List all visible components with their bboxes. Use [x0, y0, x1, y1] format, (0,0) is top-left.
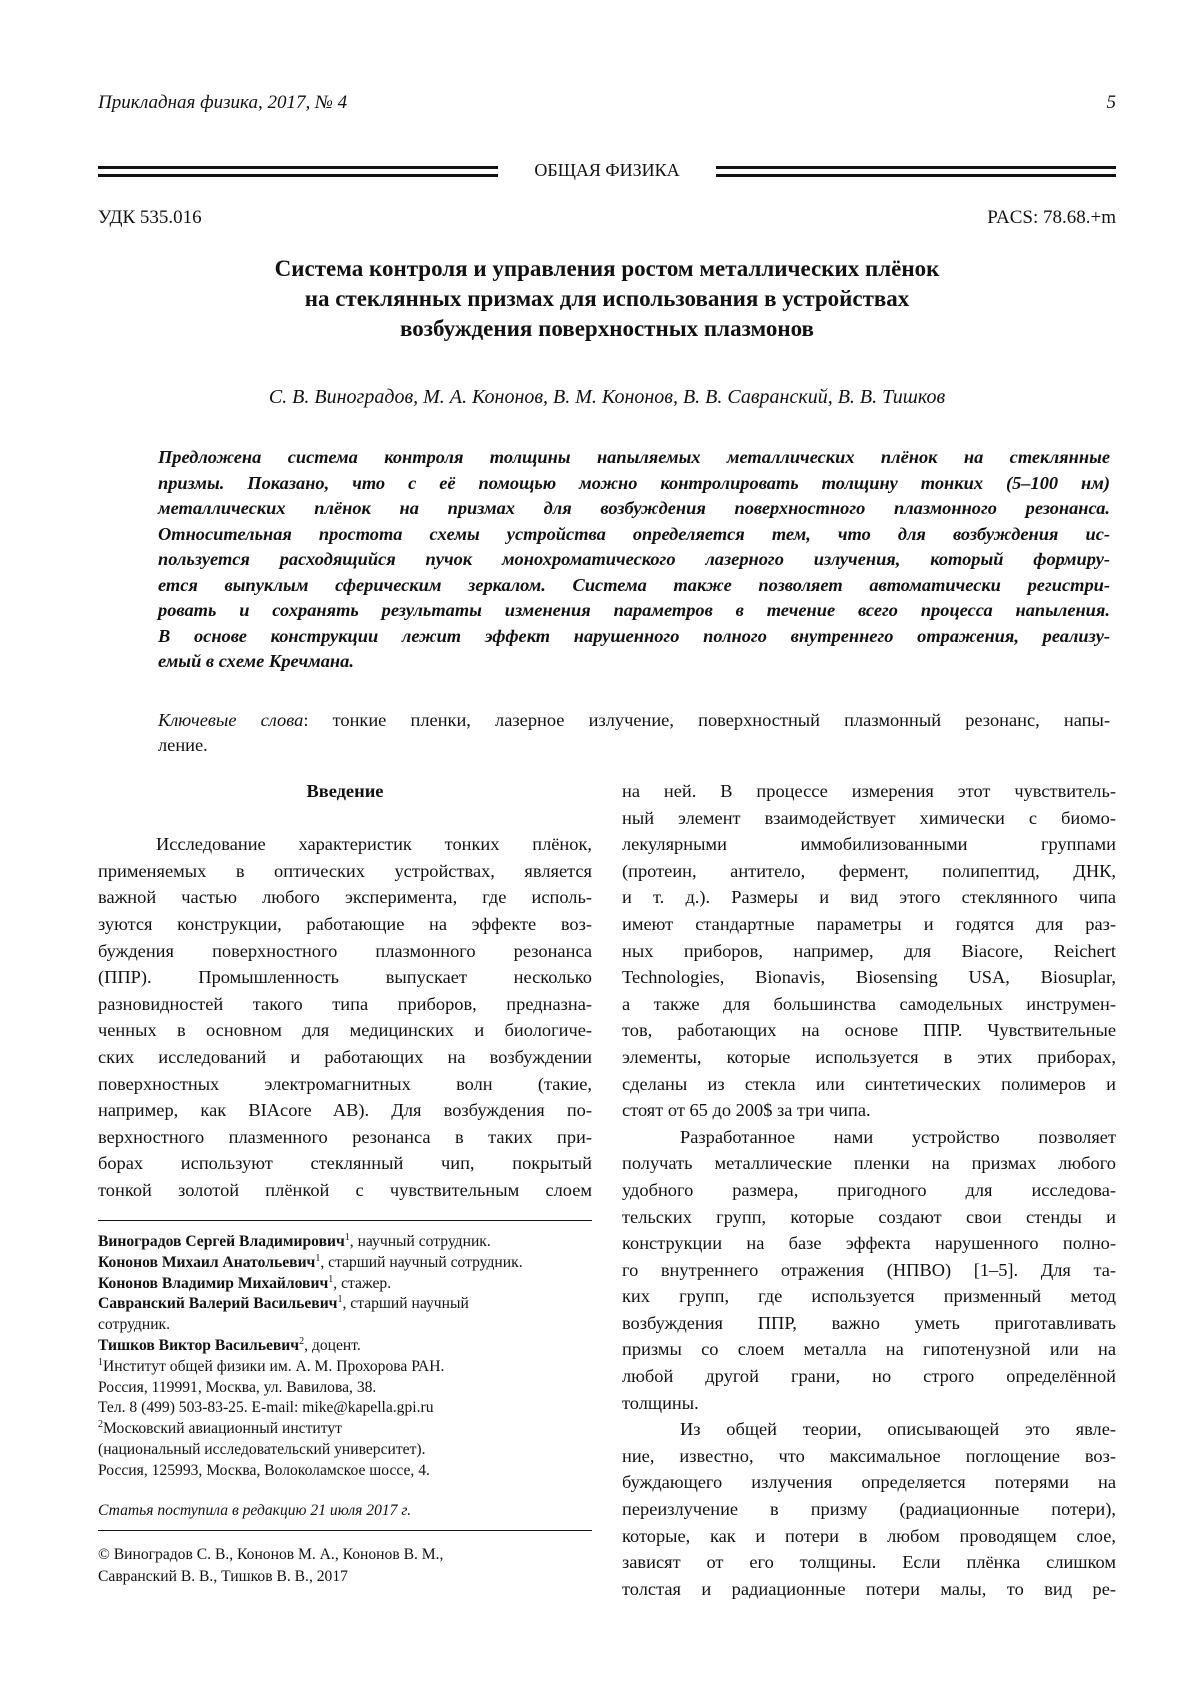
page-number: 5 [1106, 92, 1116, 113]
body-line: верхностного плазменного резонанса в таких при- [98, 1126, 592, 1147]
left-column [98, 778, 592, 1204]
affiliation-1: $^1$Институт общей физики им. А. М. Прохорова РАН. [98, 1356, 445, 1375]
body-line: которые, как и потери в любом проводящем слое, [622, 1525, 1116, 1546]
body-line: ких групп, где используется призменный метод [622, 1286, 1116, 1307]
body-line: зависят от его толщины. Если плёнка слишком [622, 1552, 1116, 1573]
abstract-line: пользуется расходящийся пучок монохроматического лазерного излучения, который формиру- [158, 549, 1110, 569]
copyright-line: © Виноградов С. В., Кононов М. А., Кононов В. М., [98, 1546, 444, 1563]
footnote-author: Виноградов Сергей Владимирович$^1$, научный сотрудник. [98, 1232, 491, 1250]
body-line: призмы со слоем металла на гипотенузной или на [622, 1339, 1116, 1360]
footnote-author: Кононов Владимир Михайлович$^1$, стажер. [98, 1273, 392, 1292]
body-line: важной частью любого эксперимента, где исполь- [98, 887, 592, 908]
body-line: удобного размера, пригодного для исследова- [622, 1179, 1116, 1200]
affiliation-1-address: Россия, 119991, Москва, ул. Вавилова, 38. [98, 1378, 377, 1396]
body-line: буждающего излучения определяется потерями на [622, 1472, 1116, 1493]
copyright-rule [98, 1530, 592, 1531]
body-line: (протеин, антитело, фермент, полипептид, ДНК, [622, 860, 1116, 881]
body-line: толстая и радиационные потери малы, то вид ре- [622, 1578, 1116, 1599]
journal-citation: Прикладная физика, 2017, № 4 [98, 92, 348, 113]
intro-heading: Введение [306, 781, 384, 801]
body-line: переизлучение в призму (радиационные потери), [622, 1499, 1116, 1520]
footnote-author: Кононов Михаил Анатольевич$^1$, старший научный сотрудник. [98, 1252, 523, 1271]
pacs-code: PACS: 78.68.+m [987, 207, 1116, 228]
keywords-line [158, 708, 1110, 733]
author-footnotes [98, 1232, 592, 1482]
section-rule-left [98, 166, 498, 177]
article-title [120, 254, 1094, 344]
abstract-line: ется выпуклым сферическим зеркалом. Система также позволяет автоматически регистри- [158, 574, 1110, 595]
body-line: ских исследований и работающих на возбуждении [98, 1046, 592, 1067]
abstract-line: Предложена система контроля толщины напыляемых металлических плёнок на стеклянные [158, 447, 1110, 467]
body-line: ный элемент взаимодействует химически с биомо- [622, 807, 1116, 828]
body-line: зуются конструкции, работающие на эффекте воз- [98, 913, 592, 934]
body-line: тельских групп, которые создают свои стенды и [622, 1206, 1116, 1227]
body-line: стоят от 65 до 200$ за три чипа. [622, 1100, 871, 1121]
body-line: а также для большинства самодельных инструмен- [622, 993, 1116, 1014]
copyright [98, 1544, 592, 1588]
body-line: например, как BIAcore AB). Для возбуждения по- [98, 1100, 592, 1121]
keywords-line: ление. [158, 735, 208, 755]
copyright-line: Савранский В. В., Тишков В. В., 2017 [98, 1568, 348, 1585]
body-line: и т. д.). Размеры и вид этого стеклянного чипа [622, 887, 1116, 908]
body-line: Исследование характеристик тонких плёнок, [156, 834, 592, 855]
body-line: элементы, которые используется в этих приборах, [622, 1046, 1116, 1067]
body-line: получать металлические пленки на призмах любого [622, 1153, 1116, 1174]
body-line: имеют стандартные параметры и годятся для раз- [622, 913, 1116, 934]
body-line: толщины. [622, 1392, 699, 1413]
keywords [158, 708, 1110, 758]
section-band [98, 160, 1116, 184]
abstract-line: ровать и сохранять результаты изменения параметров в течение всего процесса напыления. [158, 600, 1110, 620]
body-line: Из общей теории, описывающей это явле- [680, 1419, 1116, 1440]
abstract-line: Относительная простота схемы устройства определяется тем, что для возбуждения ис- [158, 523, 1110, 544]
footnote-rule [98, 1220, 592, 1221]
body-line: буждения поверхностного плазмонного резонанса [98, 940, 592, 961]
running-head [98, 92, 1116, 120]
affiliation-2-cont: (национальный исследовательский университет). [98, 1440, 426, 1458]
footnote-author: Савранский Валерий Васильевич$^1$, старший научный [98, 1294, 469, 1313]
title-line: возбуждения поверхностных плазмонов [400, 316, 814, 341]
affiliation-2: $^2$Московский авиационный институт [98, 1419, 342, 1438]
body-line: лекулярными иммобилизованными группами [622, 834, 1116, 855]
title-line: Система контроля и управления ростом металлических плёнок [274, 256, 940, 281]
body-line: го внутреннего отражения (НПВО) [1–5]. Для та- [622, 1259, 1116, 1280]
body-line: любой другой грани, но строго определённой [622, 1366, 1116, 1387]
footnote-author-cont: сотрудник. [98, 1316, 171, 1334]
body-line: тонкой золотой плёнкой с чувствительным слоем [98, 1179, 592, 1200]
body-line: тов, работающих на основе ППР. Чувствительные [622, 1020, 1116, 1041]
title-line: на стеклянных призмах для использования в устройствах [304, 286, 910, 311]
udk-code: УДК 535.016 [98, 207, 202, 228]
keywords-label: Ключевые слова [158, 710, 304, 730]
body-line: ных приборов, например, для Biacore, Reichert [622, 940, 1116, 961]
body-line: применяемых в оптических устройствах, является [98, 860, 592, 881]
body-line: Technologies, Bionavis, Biosensing USA, Biosuplar, [622, 967, 1116, 988]
body-line: ченных в основном для медицинских и биологиче- [98, 1020, 592, 1041]
spacer [98, 805, 592, 832]
affiliation-1-contact: Тел. 8 (499) 503-83-25. E-mail: mike@kapella.gpi.ru [98, 1399, 434, 1417]
body-line: ние, известно, что максимальное поглощение воз- [622, 1445, 1116, 1466]
affiliation-2-address: Россия, 125993, Москва, Волоколамское шоссе, 4. [98, 1461, 430, 1479]
abstract-line: металлических плёнок на призмах для возбуждения поверхностного плазмонного резонанса. [158, 498, 1110, 518]
body-line: на ней. В процессе измерения этот чувствитель- [622, 781, 1116, 801]
body-line: сделаны из стекла или синтетических полимеров и [622, 1073, 1116, 1094]
abstract-line: призмы. Показано, что с её помощью можно контролировать толщину тонких (5–100 нм) [158, 472, 1110, 493]
abstract [158, 445, 1110, 675]
footnote-author: Тишков Виктор Васильевич$^2$, доцент. [98, 1335, 361, 1354]
body-line: поверхностных электромагнитных волн (такие, [98, 1073, 592, 1094]
body-line: (ППР). Промышленность выпускает несколько [98, 967, 592, 988]
abstract-line: емый в схеме Кречмана. [158, 651, 354, 671]
received-date: Статья поступила в редакцию 21 июля 2017 г. [98, 1502, 412, 1519]
abstract-line: В основе конструкции лежит эффект нарушенного полного внутреннего отражения, реализу- [158, 625, 1110, 646]
section-name: ОБЩАЯ ФИЗИКА [534, 160, 680, 180]
keywords-text: : тонкие пленки, лазерное излучение, поверхностный плазмонный резонанс, напы- [303, 710, 1110, 730]
body-line: разновидностей такого типа приборов, предназна- [98, 993, 592, 1014]
right-column [622, 778, 1116, 1602]
body-line: Разработанное нами устройство позволяет [680, 1126, 1116, 1147]
body-line: борах используют стеклянный чип, покрытый [98, 1153, 592, 1174]
body-line: конструкции на базе эффекта нарушенного полно- [622, 1233, 1116, 1254]
author-list: С. В. Виноградов, М. А. Кононов, В. М. Кононов, В. В. Савранский, В. В. Тишков [268, 386, 946, 408]
section-rule-right [716, 166, 1116, 177]
body-line: возбуждения ППР, важно уметь приготавливать [622, 1312, 1116, 1333]
